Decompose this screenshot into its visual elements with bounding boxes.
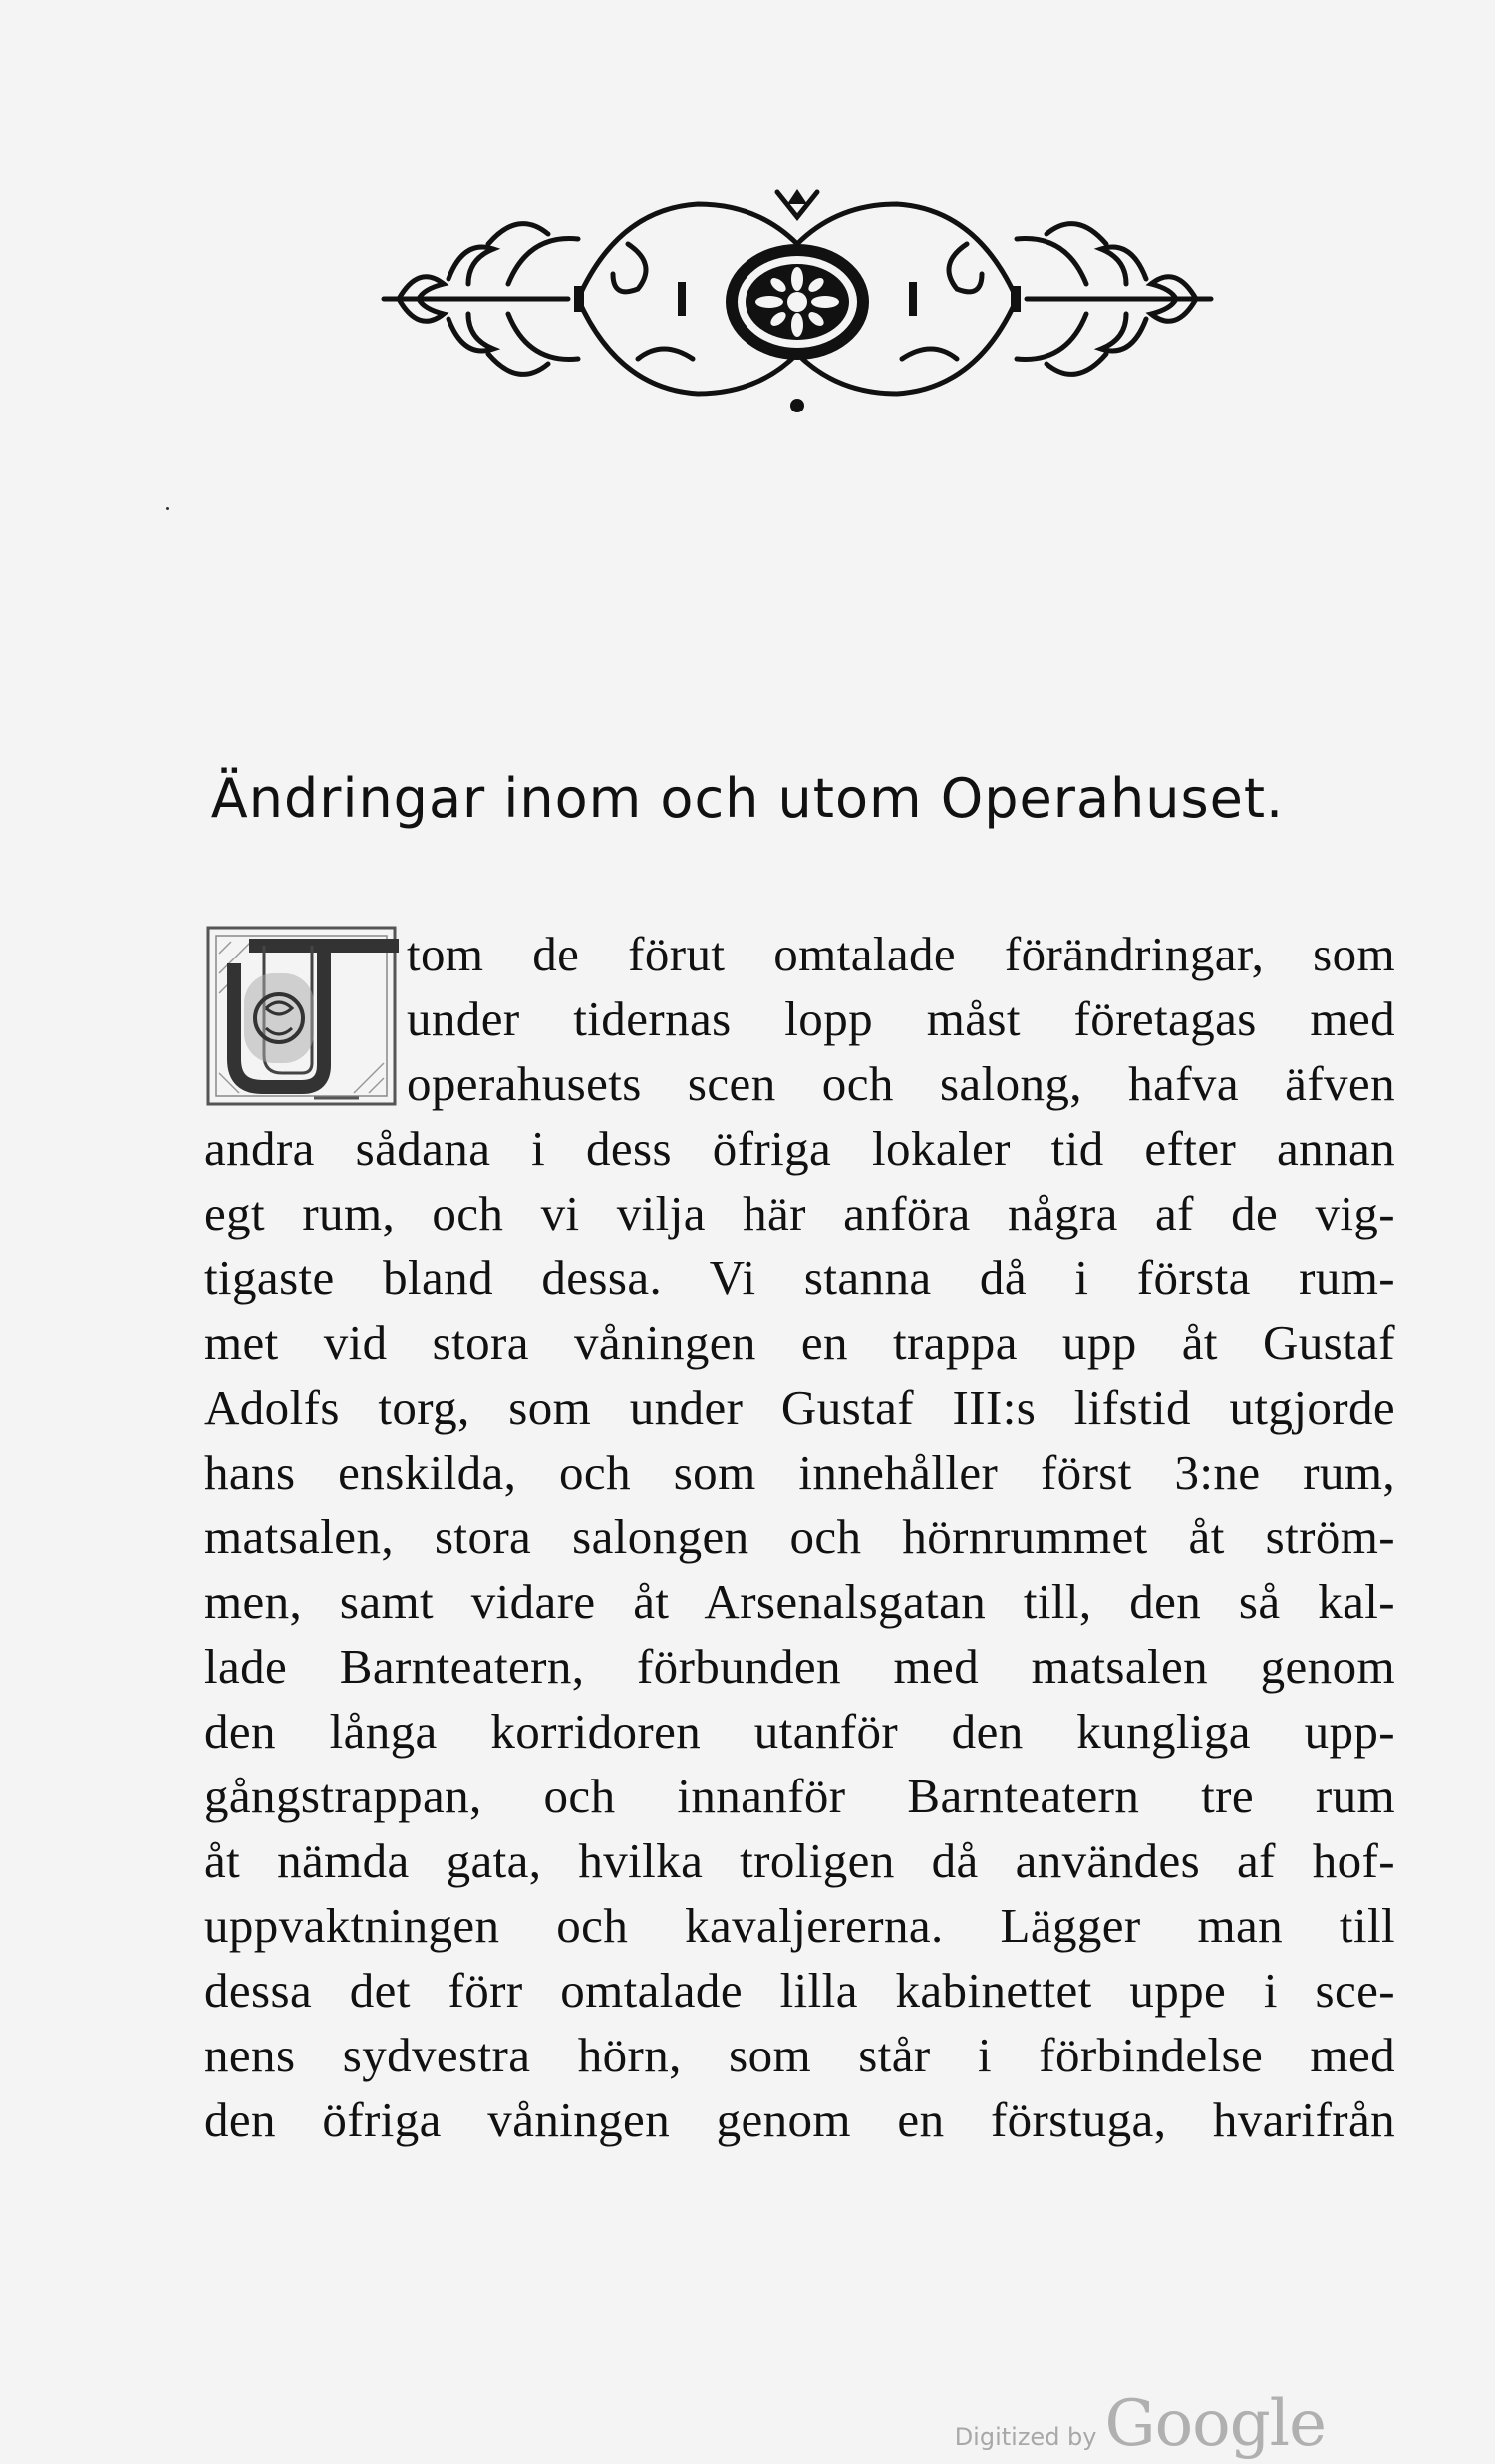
text-line-17: dessa det förr omtalade lilla kabinettet uppe i sce-	[204, 1963, 1395, 2018]
body-paragraph	[204, 922, 1395, 2152]
text-line-6: tigaste bland dessa. Vi stanna då i första rum-	[204, 1250, 1395, 1305]
text-line-7: met vid stora våningen en trappa upp åt Gustaf	[204, 1315, 1395, 1370]
text-line-1: tom de förut omtalade förändringar, som	[407, 927, 1395, 981]
chapter-title: Ändringar inom och utom Operahuset.	[210, 767, 1285, 830]
text-line-5: egt rum, och vi vilja här anföra några af de vig-	[204, 1186, 1395, 1240]
text-line-19: den öfriga våningen genom en förstuga, hvarifrån	[204, 2092, 1395, 2147]
print-speck	[166, 507, 169, 510]
ornamental-headpiece-icon	[379, 184, 1216, 423]
text-line-14: gångstrappan, och innanför Barnteatern tre rum	[204, 1769, 1395, 1823]
text-line-4: andra sådana i dess öfriga lokaler tid efter annan	[204, 1121, 1395, 1176]
text-line-18: nens sydvestra hörn, som står i förbindelse med	[204, 2028, 1395, 2082]
text-line-8: Adolfs torg, som under Gustaf III:s lifstid utgjorde	[204, 1380, 1395, 1435]
text-line-11: men, samt vidare åt Arsenalsgatan till, den så kal-	[204, 1574, 1395, 1629]
digitized-footer	[955, 2387, 1326, 2461]
text-line-9: hans enskilda, och som innehåller först 3:ne rum,	[204, 1445, 1395, 1500]
text-line-10: matsalen, stora salongen och hörnrummet åt ström-	[204, 1509, 1395, 1564]
text-line-13: den långa korridoren utanför den kungliga upp-	[204, 1704, 1395, 1759]
google-logo: Google	[1104, 2387, 1326, 2461]
decorated-initial-u-icon	[204, 924, 399, 1108]
text-line-16: uppvaktningen och kavaljererna. Lägger man till	[204, 1898, 1395, 1953]
text-line-15: åt nämda gata, hvilka troligen då användes af hof-	[204, 1833, 1395, 1888]
text-line-12: lade Barnteatern, förbunden med matsalen genom	[204, 1639, 1395, 1694]
text-line-2: under tidernas lopp måst företagas med	[407, 991, 1395, 1046]
text-line-3: operahusets scen och salong, hafva äfven	[407, 1056, 1395, 1111]
digitized-label: Digitized by	[954, 2423, 1097, 2451]
